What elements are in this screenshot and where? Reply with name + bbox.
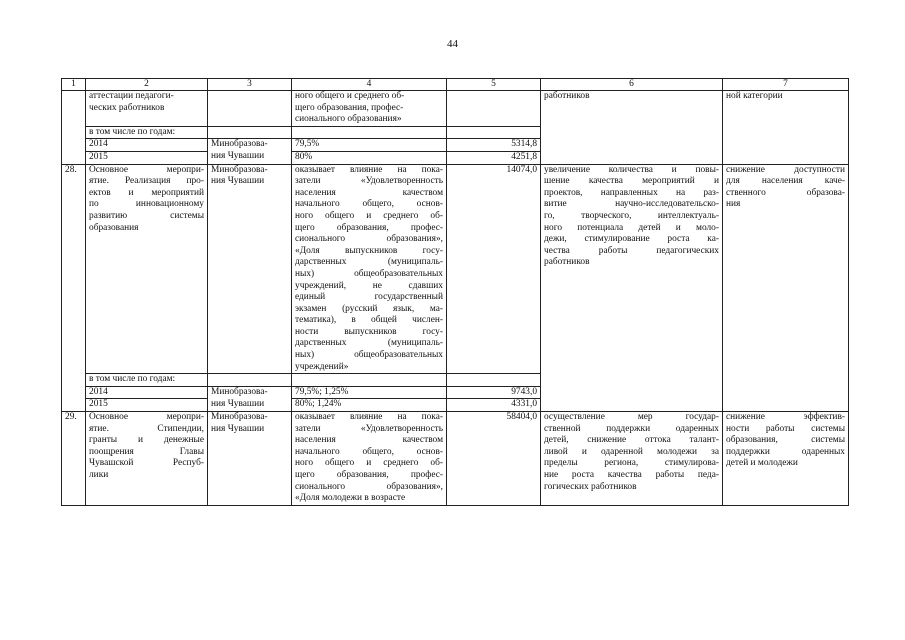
- header-row: [62, 79, 849, 91]
- result-line: го, творческого, интеллектуаль-: [544, 210, 719, 221]
- header-cell: 7: [723, 79, 849, 91]
- indicator-line: «Доля выпускников госу-: [295, 245, 443, 256]
- result-cell: работников: [541, 91, 723, 165]
- risk-line: поддержки одаренных: [726, 446, 845, 457]
- indicator-line: сионального образования»: [295, 114, 402, 125]
- result-line: работников: [544, 257, 590, 268]
- amount-cell: 4251,8: [447, 151, 541, 164]
- activity-line: Основное меропри-: [89, 164, 204, 175]
- result-line: пределы региона, стимулирова-: [544, 458, 719, 469]
- risk-line: снижение эффектив-: [726, 412, 845, 423]
- result-line: ного потенциала детей и моло-: [544, 222, 719, 233]
- indicator-line: щего образования, профес-: [295, 102, 404, 113]
- executor-line: ния Чувашии: [211, 423, 265, 434]
- executor-line: ния Чувашии: [211, 176, 265, 187]
- indicator-cell: [292, 374, 447, 387]
- indicator-line: сионального образования»,: [295, 481, 443, 492]
- indicator-cell: 80%: [292, 151, 447, 164]
- amount-cell: 58404,0: [447, 412, 541, 506]
- indicator-cell: 79,5%: [292, 139, 447, 152]
- activity-line: Основное меропри-: [89, 412, 204, 423]
- indicator-line: населения качеством: [295, 435, 443, 446]
- indicator-line: начального общего, основ-: [295, 446, 443, 457]
- page-number: 44: [447, 38, 458, 50]
- result-line: ливой и одаренной молодежи за: [544, 446, 719, 457]
- indicator-line: оказывает влияние на пока-: [295, 412, 443, 423]
- risk-cell: ной категории: [723, 91, 849, 165]
- indicator-line: щего образования, профес-: [295, 470, 443, 480]
- executor-cell: ния Чувашии: [208, 151, 292, 164]
- executor-cell: [208, 374, 292, 387]
- executor-cell: [208, 91, 292, 127]
- indicator-line: сионального образования»,: [295, 234, 443, 245]
- table-row: [62, 91, 849, 127]
- indicator-line: «Доля молодежи в возрасте: [295, 493, 406, 504]
- indicator-cell: [292, 126, 447, 139]
- year-cell: 2014: [86, 139, 208, 152]
- result-cell: [541, 412, 723, 506]
- indicator-line: единый государственный: [295, 292, 443, 303]
- indicator-line: учреждений»: [295, 361, 349, 372]
- activity-line: ятие. Реализация про-: [89, 176, 204, 187]
- activity-line: аттестации педагоги-: [89, 91, 174, 101]
- amount-cell: [447, 126, 541, 139]
- indicator-line: начального общего, основ-: [295, 199, 443, 210]
- row-number-cell: 29.: [62, 412, 86, 506]
- row-number-cell: 28.: [62, 164, 86, 411]
- executor-cell: [208, 126, 292, 139]
- result-line: гогических работников: [544, 481, 637, 492]
- activity-line: ятие. Стипендии,: [89, 423, 204, 434]
- indicator-cell: [292, 164, 447, 374]
- risk-cell: [723, 164, 849, 411]
- indicator-line: затели «Удовлетворенность: [295, 423, 443, 434]
- indicator-line: щего образования, профес-: [295, 222, 443, 233]
- by-years-label: в том числе по годам:: [86, 126, 208, 139]
- year-cell: 2015: [86, 399, 208, 412]
- row-number-cell: [62, 91, 86, 165]
- result-cell: [541, 164, 723, 411]
- amount-cell: 5314,8: [447, 139, 541, 152]
- amount-cell: [447, 91, 541, 127]
- indicator-cell: 80%; 1,24%: [292, 399, 447, 412]
- indicator-line: ности выпускников госу-: [295, 326, 443, 337]
- amount-cell: 4331,0: [447, 399, 541, 412]
- executor-line: Минобразова-: [211, 412, 268, 423]
- result-line: проектов, направленных на раз-: [544, 187, 719, 198]
- header-cell: 3: [208, 79, 292, 91]
- table-row: [62, 164, 849, 374]
- year-cell: 2015: [86, 151, 208, 164]
- indicator-cell: 79,5%; 1,25%: [292, 386, 447, 399]
- indicator-cell: [292, 91, 447, 127]
- activity-cell: [86, 412, 208, 506]
- indicator-line: ных) общеобразовательных: [295, 350, 443, 361]
- indicator-line: ных) общеобразовательных: [295, 268, 443, 279]
- indicator-line: дарственных (муниципаль-: [295, 338, 443, 349]
- risk-line: детей и молодежи: [726, 458, 798, 469]
- risk-cell: [723, 412, 849, 506]
- risk-line: образования, системы: [726, 435, 845, 446]
- result-line: ние роста качества работы педа-: [544, 470, 719, 480]
- activity-line: ческих работников: [89, 102, 165, 113]
- amount-cell: [447, 374, 541, 387]
- result-line: шение качества мероприятий и: [544, 176, 719, 187]
- activity-line: образования: [89, 222, 139, 233]
- executor-cell: Минобразова-: [208, 139, 292, 152]
- activity-line: гранты и денежные: [89, 435, 204, 446]
- result-line: ственной поддержки одаренных: [544, 423, 719, 434]
- indicator-line: тематика), в общей числен-: [295, 315, 443, 326]
- activity-line: ектов и мероприятий: [89, 187, 204, 198]
- header-cell: 6: [541, 79, 723, 91]
- risk-line: снижение доступности: [726, 164, 845, 175]
- indicator-line: оказывает влияние на пока-: [295, 164, 443, 175]
- year-cell: 2014: [86, 386, 208, 399]
- executor-cell: Минобразова-: [208, 386, 292, 399]
- executor-cell: [208, 412, 292, 506]
- header-cell: 4: [292, 79, 447, 91]
- header-cell: 2: [86, 79, 208, 91]
- result-line: осуществление мер государ-: [544, 412, 719, 423]
- program-table: [61, 78, 849, 506]
- activity-line: лики: [89, 470, 109, 480]
- indicator-line: ного общего и среднего об-: [295, 210, 443, 221]
- indicator-line: населения качеством: [295, 187, 443, 198]
- indicator-line: экзамен (русский язык, ма-: [295, 303, 443, 314]
- indicator-line: ного общего и среднего об-: [295, 458, 443, 469]
- activity-line: по инновационному: [89, 199, 204, 210]
- activity-cell: [86, 164, 208, 374]
- indicator-line: дарственных (муниципаль-: [295, 257, 443, 268]
- executor-line: Минобразова-: [211, 164, 268, 175]
- indicator-line: ного общего и среднего об-: [295, 91, 405, 101]
- table-row: [62, 412, 849, 506]
- result-line: дежи, стимулирование роста ка-: [544, 234, 719, 245]
- result-line: чества работы педагогических: [544, 245, 719, 256]
- activity-line: Чувашской Респуб-: [89, 458, 204, 469]
- risk-line: ности работы системы: [726, 423, 845, 434]
- indicator-cell: [292, 412, 447, 506]
- amount-cell: 9743,0: [447, 386, 541, 399]
- header-cell: 5: [447, 79, 541, 91]
- result-line: витие научно-исследовательско-: [544, 199, 719, 210]
- activity-line: развитию системы: [89, 210, 204, 221]
- result-line: увеличение количества и повы-: [544, 164, 719, 175]
- activity-cell: [86, 91, 208, 127]
- header-cell: 1: [62, 79, 86, 91]
- result-line: детей, снижение оттока талант-: [544, 435, 719, 446]
- amount-cell: 14074,0: [447, 164, 541, 374]
- risk-line: ния: [726, 199, 741, 210]
- executor-cell: [208, 164, 292, 374]
- indicator-line: затели «Удовлетворенность: [295, 176, 443, 187]
- indicator-line: учреждений, не сдавших: [295, 280, 443, 291]
- executor-cell: ния Чувашии: [208, 399, 292, 412]
- activity-line: поощрения Главы: [89, 446, 204, 457]
- by-years-label: в том числе по годам:: [86, 374, 208, 387]
- risk-line: ственного образова-: [726, 187, 845, 198]
- risk-line: для населения каче-: [726, 176, 845, 187]
